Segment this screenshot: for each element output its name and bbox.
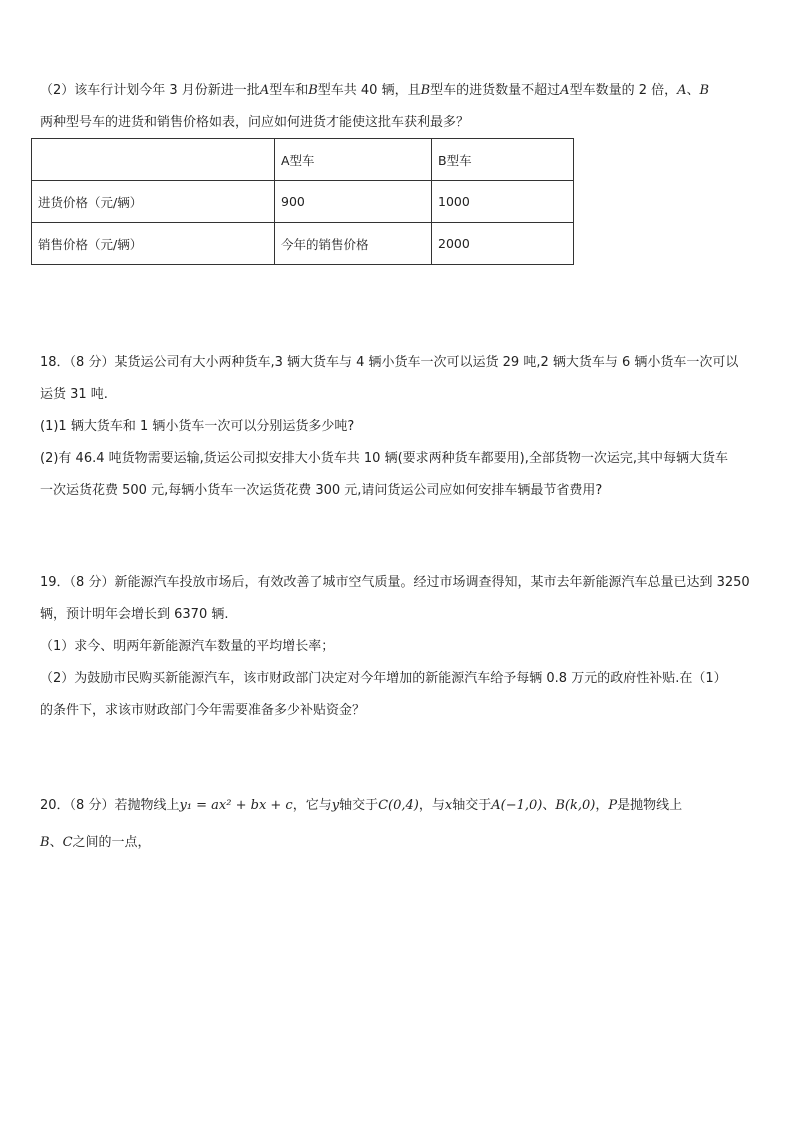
q20-line2: B、C之间的一点， — [40, 835, 151, 850]
point-a: A(−1,0) — [491, 798, 543, 813]
q20-line1: 20．（8 分）若抛物线上y₁ = ax² + bx + c，它与y轴交于C(0,4)，与x轴交于A(−1,0)、B(k,0)，P是抛物线上 — [40, 798, 683, 813]
table-cell: 900 — [275, 181, 432, 223]
q19-sub1: （1）求今、明两年新能源汽车数量的平均增长率； — [40, 639, 335, 654]
table-cell: A型车 — [275, 139, 432, 181]
q19-sub2-line2: 的条件下，求该市财政部门今年需要准备多少补贴资金？ — [40, 703, 366, 718]
q17-part2-line2: 两种型号车的进货和销售价格如表，问应如何进货才能使这批车获利最多？ — [40, 115, 470, 130]
table-header-row — [32, 139, 574, 181]
q18-sub2-line2: 一次运货花费 500 元,每辆小货车一次运货花费 300 元,请问货运公司应如何安排车辆最节省费用? — [40, 483, 603, 498]
q18-line2: 运货 31 吨. — [40, 387, 108, 402]
table-cell: 今年的销售价格 — [275, 223, 432, 265]
table-cell: 进货价格（元/辆） — [32, 181, 275, 223]
q18-sub1: (1)1 辆大货车和 1 辆小货车一次可以分别运货多少吨? — [40, 419, 355, 434]
table-cell: 销售价格（元/辆） — [32, 223, 275, 265]
q18-sub2-line1: (2)有 46.4 吨货物需要运输,货运公司拟安排大小货车共 10 辆(要求两种货车都要用),全部货物一次运完,其中每辆大货车 — [40, 451, 728, 466]
table-cell: 1000 — [432, 181, 574, 223]
table-cell — [32, 139, 275, 181]
point-c: C(0,4) — [378, 798, 419, 813]
table-row — [32, 223, 574, 265]
parabola-equation: y₁ = ax² + bx + c — [179, 798, 293, 813]
q17-part2-line1: （2）该车行计划今年 3 月份新进一批A型车和B型车共 40 辆，且B型车的进货数量不超过A型车数量的 2 倍，A、B — [40, 83, 710, 98]
q19-sub2-line1: （2）为鼓励市民购买新能源汽车，该市财政部门决定对今年增加的新能源汽车给予每辆 0.8 万元的政府性补贴.在（1） — [40, 671, 727, 686]
q19-line1: 19．（8 分）新能源汽车投放市场后，有效改善了城市空气质量。经过市场调查得知，某市去年新能源汽车总量已达到 3250 — [40, 575, 750, 590]
price-table — [31, 138, 574, 265]
point-b: B(k,0) — [555, 798, 596, 813]
q19-line2: 辆，预计明年会增长到 6370 辆. — [40, 607, 229, 622]
table-cell: B型车 — [432, 139, 574, 181]
table-cell: 2000 — [432, 223, 574, 265]
table-row — [32, 181, 574, 223]
q18-line1: 18．（8 分）某货运公司有大小两种货车,3 辆大货车与 4 辆小货车一次可以运货 29 吨,2 辆大货车与 6 辆小货车一次可以 — [40, 355, 739, 370]
